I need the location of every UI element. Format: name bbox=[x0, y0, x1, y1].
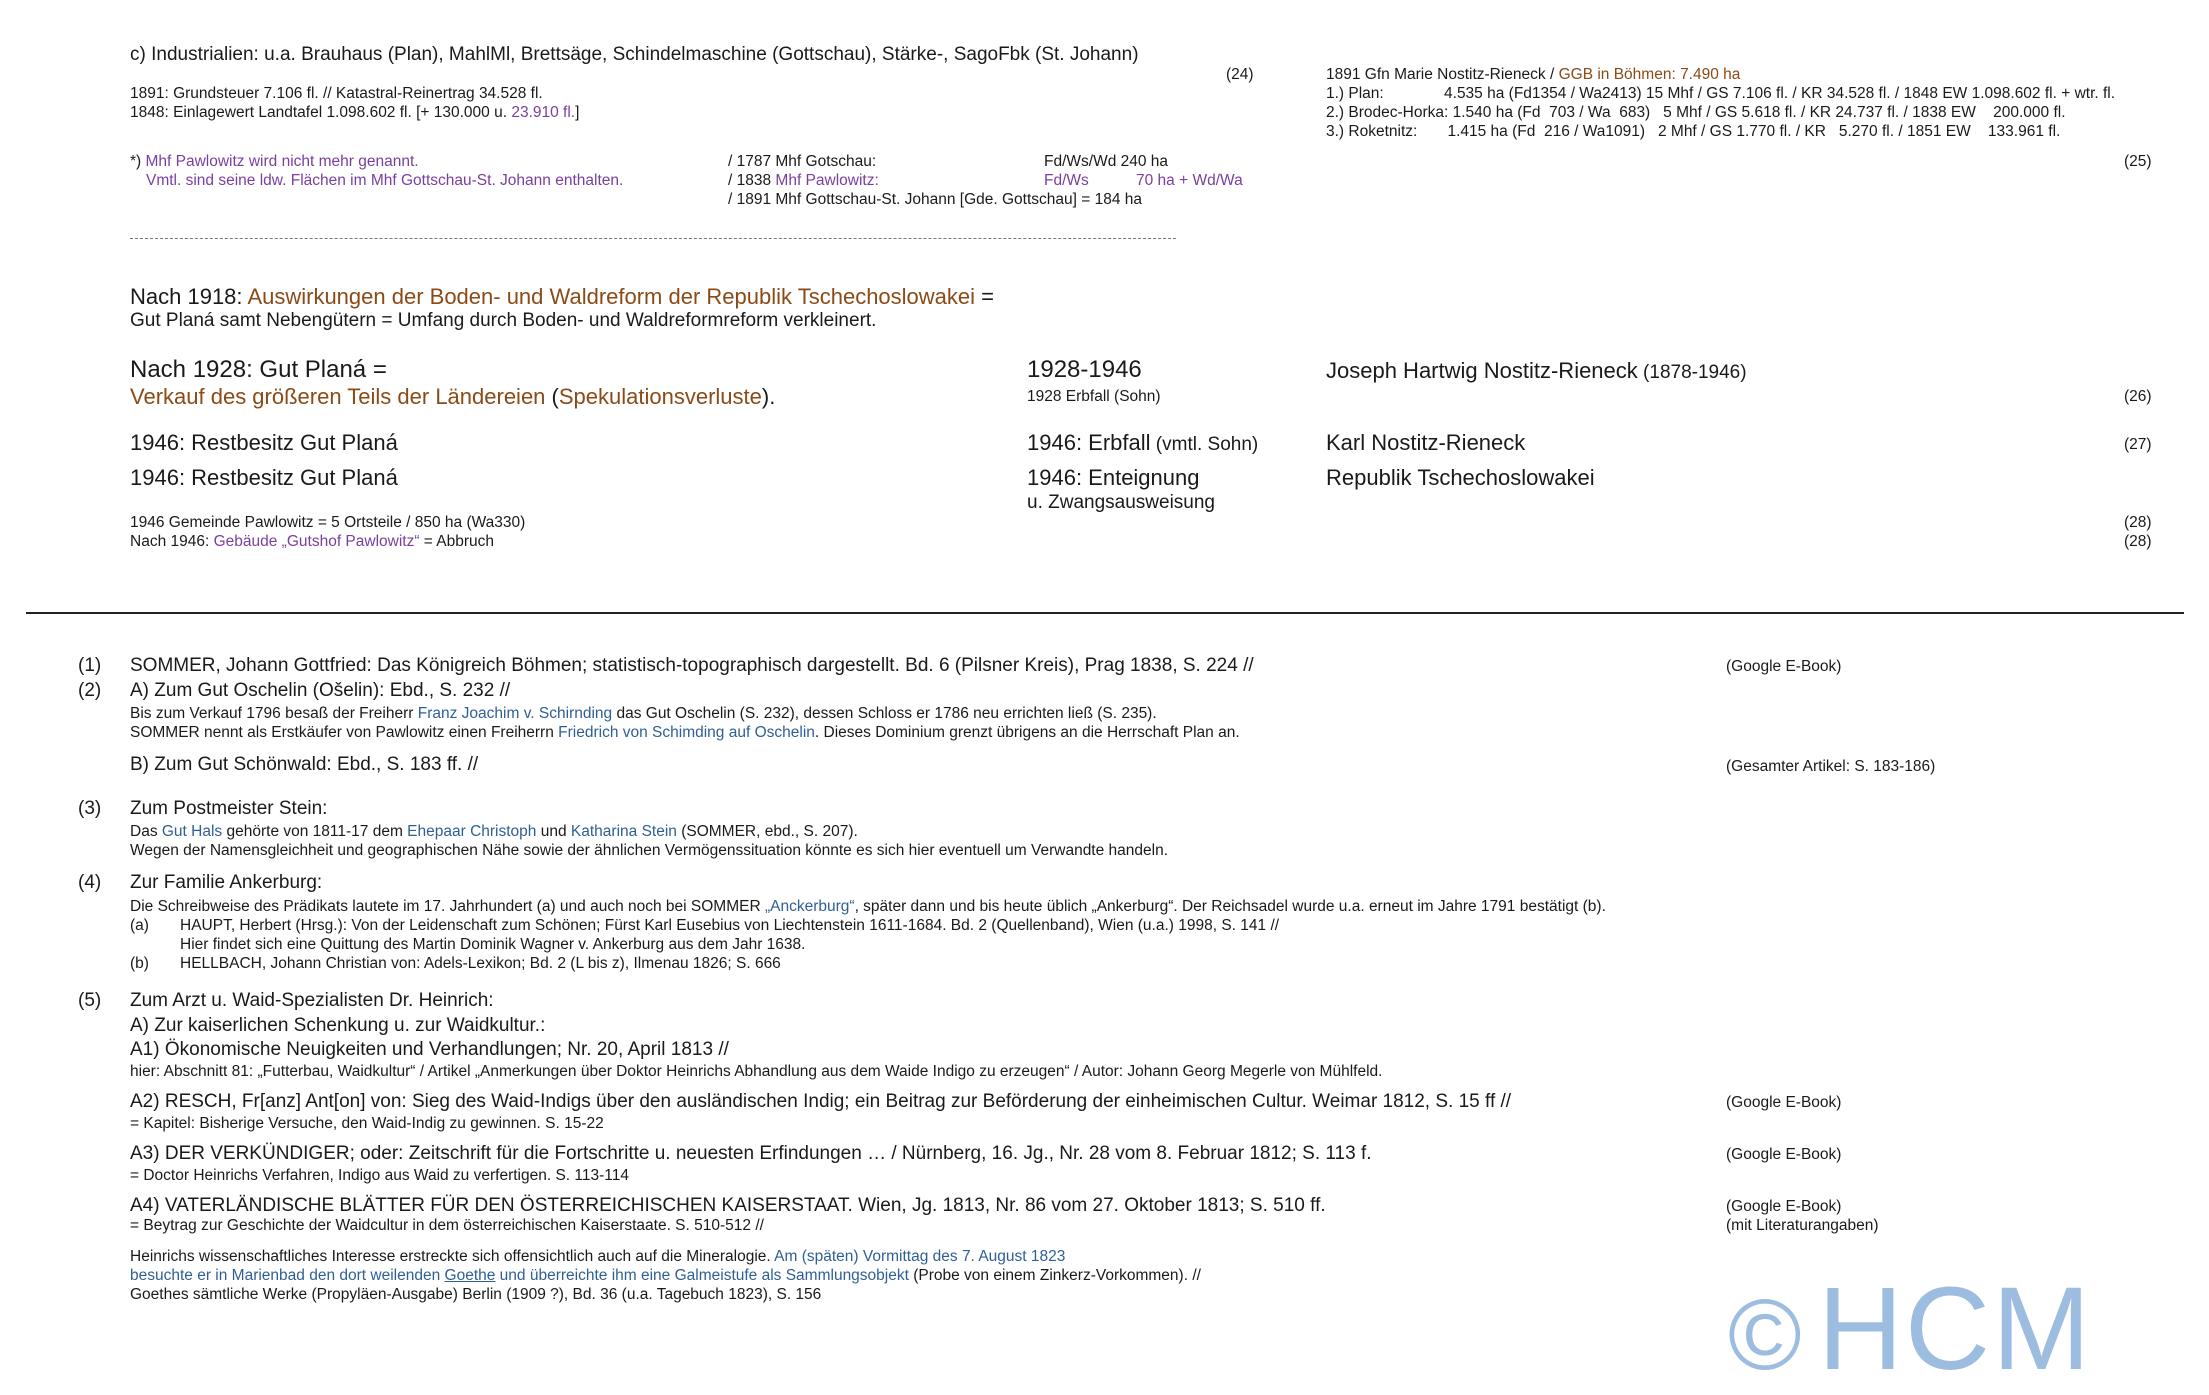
owner-name: Joseph Hartwig Nostitz-Rieneck bbox=[1326, 358, 1638, 383]
footnote-ref-24: (24) bbox=[1226, 66, 1254, 83]
after-1918-reform: Auswirkungen der Boden- und Waldreform der Republik Tschechoslowakei bbox=[247, 284, 976, 309]
person-schirnding: Franz Joachim v. Schirnding bbox=[417, 705, 613, 722]
footnote-ref-28b: (28) bbox=[2124, 533, 2152, 550]
plan-line-2: 2.) Brodec-Horka: 1.540 ha (Fd 703 / Wa 683) 5 Mhf / GS 5.618 fl. / KR 24.737 fl. / 1838 EW 200.000 fl. bbox=[1326, 104, 2066, 121]
fn-2-line-1-c: das Gut Oschelin (S. 232), dessen Schloss er 1786 neu errichten ließ (S. 235). bbox=[612, 705, 1157, 722]
asterisk: *) bbox=[130, 153, 146, 170]
fn-4b-text: HELLBACH, Johann Christian von: Adels-Lexikon; Bd. 2 (L bis z), Ilmenau 1826; S. 666 bbox=[180, 955, 781, 972]
pawlowitz-year: / 1838 bbox=[728, 172, 776, 189]
fn-3-g: (SOMMER, ebd., S. 207). bbox=[676, 823, 858, 840]
zwangsausweisung: u. Zwangsausweisung bbox=[1027, 492, 1215, 513]
fn-2-line-2-c: . Dieses Dominium grenzt übrigens an die Herrschaft Plan an. bbox=[814, 724, 1240, 741]
enteignung-1946: 1946: Enteignung bbox=[1027, 465, 1200, 490]
fn-5-a2-note: = Kapitel: Bisherige Versuche, den Waid-Indig zu gewinnen. S. 15-22 bbox=[130, 1115, 604, 1132]
owner-joseph bbox=[1326, 358, 1747, 384]
restbesitz-2: 1946: Restbesitz Gut Planá bbox=[130, 465, 398, 490]
pawlowitz-1838 bbox=[728, 172, 879, 190]
gfn-ggb: GGB in Böhmen: 7.490 ha bbox=[1558, 66, 1741, 83]
fn-4b-tag: (b) bbox=[130, 955, 149, 972]
fn-2b-title: B) Zum Gut Schönwald: Ebd., S. 183 ff. // bbox=[130, 754, 479, 775]
pawlowitz-1838-value-b: 70 ha + Wd/Wa bbox=[1136, 172, 1243, 189]
fn-2-line-2-a: SOMMER nennt als Erstkäufer von Pawlowitz einen Freiherrn bbox=[130, 724, 559, 741]
einlagewert-close: ] bbox=[575, 104, 580, 121]
grundsteuer-line: 1891: Grundsteuer 7.106 fl. // Katastral-Reinertrag 34.528 fl. bbox=[130, 85, 543, 102]
gottschau-1891: / 1891 Mhf Gottschau-St. Johann [Gde. Gottschau] = 184 ha bbox=[728, 191, 1143, 208]
fn-4a-text-2: Hier findet sich eine Quittung des Martin Dominik Wagner v. Ankerburg aus dem Jahr 1638. bbox=[180, 936, 806, 953]
fn-4-line-1 bbox=[130, 898, 1606, 916]
fn-5-a3-source: (Google E-Book) bbox=[1726, 1146, 1842, 1163]
copyright-icon: © bbox=[1728, 1279, 1804, 1391]
fn-5-a4-source: (Google E-Book) bbox=[1726, 1198, 1842, 1215]
footnote-ref-26: (26) bbox=[2124, 388, 2152, 405]
gotschau-1787: / 1787 Mhf Gotschau: bbox=[728, 153, 877, 170]
einlagewert-line bbox=[130, 104, 579, 122]
abbruch-text: = Abbruch bbox=[419, 533, 495, 550]
erbfall-1946 bbox=[1027, 430, 1258, 456]
gotschau-1787-value: Fd/Ws/Wd 240 ha bbox=[1044, 153, 1169, 170]
fn-5-para-3: Goethes sämtliche Werke (Propyläen-Ausgabe) Berlin (1909 ?), Bd. 36 (u.a. Tagebuch 1823), S. 156 bbox=[130, 1286, 822, 1303]
fn-4a-tag: (a) bbox=[130, 917, 149, 934]
fn-3-a: Das bbox=[130, 823, 162, 840]
years-1928-1946: 1928-1946 bbox=[1027, 356, 1142, 383]
fn-num-4: (4) bbox=[78, 872, 102, 893]
anckerburg: „Anckerburg“ bbox=[764, 898, 855, 915]
gemeinde-pawlowitz: 1946 Gemeinde Pawlowitz = 5 Ortsteile / 850 ha (Wa330) bbox=[130, 514, 526, 531]
fn-5-p2-d: (Probe von einem Zinkerz-Vorkommen). // bbox=[908, 1267, 1201, 1284]
fn-2-line-1-a: Bis zum Verkauf 1796 besaß der Freiherr bbox=[130, 705, 418, 722]
paren-close: ). bbox=[761, 384, 776, 409]
fn-5-a2: A2) RESCH, Fr[anz] Ant[on] von: Sieg des Waid-Indigs über den ausländischen Indig; ein Beitrag zur Beförderung der einheimischen Cultur. Weimar 1812, S. 15 ff // bbox=[130, 1091, 1512, 1112]
verkauf-text: Verkauf des größeren Teils der Ländereien bbox=[130, 384, 546, 409]
goethe-link[interactable]: Goethe bbox=[444, 1267, 496, 1284]
fn-4-a: Die Schreibweise des Prädikats lautete im 17. Jahrhundert (a) und auch noch bei SOMMER bbox=[130, 898, 765, 915]
fn-3-e: und bbox=[536, 823, 571, 840]
plan-line-3: 3.) Roketnitz: 1.415 ha (Fd 216 / Wa1091) 2 Mhf / GS 1.770 fl. / KR 5.270 fl. / 1851 EW 133.961 fl. bbox=[1326, 123, 2061, 140]
mhf-note-1 bbox=[130, 153, 419, 171]
fn-5-p2-c: und überreichte ihm eine Galmeistufe als Sammlungsobjekt bbox=[495, 1267, 909, 1284]
fn-5-a3: A3) DER VERKÜNDIGER; oder: Zeitschrift für die Fortschritte u. neuesten Erfindungen … / Nürnberg, 16. Jg., Nr. 28 vom 8. Februar 1812; S. 113 f. bbox=[130, 1143, 1372, 1164]
fn-5-a2-source: (Google E-Book) bbox=[1726, 1094, 1842, 1111]
fn-2-line-1 bbox=[130, 705, 1157, 723]
after-1918-title bbox=[130, 284, 994, 309]
fn-2-line-2 bbox=[130, 724, 1240, 742]
fn-4-title: Zur Familie Ankerburg: bbox=[130, 872, 323, 893]
einlagewert-text: 1848: Einlagewert Landtafel 1.098.602 fl. [+ 130.000 u. bbox=[130, 104, 512, 121]
fn-4a-text: HAUPT, Herbert (Hrsg.): Von der Leidenschaft zum Schönen; Fürst Karl Eusebius von Liechtenstein 1611-1684. Bd. 2 (Quellenband), Wien (u.a.) 1998, S. 141 // bbox=[180, 917, 1280, 934]
after-1918-equals: = bbox=[975, 284, 995, 309]
fn-5-para-2 bbox=[130, 1267, 1201, 1285]
fn-5-date: Am (späten) Vormittag des 7. August 1823 bbox=[774, 1248, 1066, 1265]
fn-num-2: (2) bbox=[78, 680, 102, 701]
fn-5-a4-note: = Beytrag zur Geschichte der Waidcultur in dem österreichischen Kaiserstaate. S. 510-512 // bbox=[130, 1217, 764, 1234]
watermark-text: HCM bbox=[1817, 1263, 2093, 1395]
copyright-watermark bbox=[1728, 1263, 2093, 1395]
gut-hals: Gut Hals bbox=[161, 823, 223, 840]
footnote-ref-27: (27) bbox=[2124, 436, 2152, 453]
abbruch-year: Nach 1946: bbox=[130, 533, 214, 550]
after-1928-sub bbox=[130, 384, 775, 409]
person-katharina: Katharina Stein bbox=[570, 823, 677, 840]
fn-3-title: Zum Postmeister Stein: bbox=[130, 798, 328, 819]
fn-5-a1-note: hier: Abschnitt 81: „Futterbau, Waidkultur“ / Artikel „Anmerkungen über Doktor Heinrichs Abhandlung aus dem Waide Indigo zu erzeugen“ / Autor: Johann Georg Megerle von Mühlfeld. bbox=[130, 1063, 1383, 1080]
fn-5-title: Zum Arzt u. Waid-Spezialisten Dr. Heinrich: bbox=[130, 990, 494, 1011]
gutshof-building: Gebäude „Gutshof Pawlowitz“ bbox=[213, 533, 420, 550]
fn-5-a4-source-2: (mit Literaturangaben) bbox=[1726, 1217, 1879, 1234]
owner-republik: Republik Tschechoslowakei bbox=[1326, 465, 1595, 490]
erbfall-label: 1946: Erbfall bbox=[1027, 430, 1151, 455]
abbruch-line bbox=[130, 533, 494, 551]
person-schimding: Friedrich von Schimding auf Oschelin bbox=[558, 724, 815, 741]
after-1918-sub: Gut Planá samt Nebengütern = Umfang durch Boden- und Waldreformreform verkleinert. bbox=[130, 310, 877, 331]
fn-5-p1-a: Heinrichs wissenschaftliches Interesse erstreckte sich offensichtlich auch auf die Mineralogie. bbox=[130, 1248, 775, 1265]
fn-num-3: (3) bbox=[78, 798, 102, 819]
industrialien-line: c) Industrialien: u.a. Brauhaus (Plan), MahlMl, Brettsäge, Schindelmaschine (Gottschau), Stärke-, SagoFbk (St. Johann) bbox=[130, 44, 1139, 65]
gfn-text: 1891 Gfn Marie Nostitz-Rieneck / bbox=[1326, 66, 1559, 83]
fn-5-a3-note: = Doctor Heinrichs Verfahren, Indigo aus Waid zu verfertigen. S. 113-114 bbox=[130, 1167, 629, 1184]
footnote-ref-28a: (28) bbox=[2124, 514, 2152, 531]
fn-1-text: SOMMER, Johann Gottfried: Das Königreich Böhmen; statistisch-topographisch dargestellt. Bd. 6 (Pilsner Kreis), Prag 1838, S. 224 // bbox=[130, 655, 1254, 676]
fn-num-1: (1) bbox=[78, 655, 102, 676]
fn-5-a4: A4) VATERLÄNDISCHE BLÄTTER FÜR DEN ÖSTERREICHISCHEN KAISERSTAAT. Wien, Jg. 1813, Nr. 86 vom 27. Oktober 1813; S. 510 ff. bbox=[130, 1195, 1326, 1216]
erbfall-note: (vmtl. Sohn) bbox=[1150, 434, 1259, 455]
plan-line-1: 1.) Plan: 4.535 ha (Fd1354 / Wa2413) 15 Mhf / GS 7.106 fl. / KR 34.528 fl. / 1848 EW 1.098.602 fl. + wtr. fl. bbox=[1326, 85, 2116, 102]
dashed-separator bbox=[130, 238, 1176, 239]
erbfall-1928: 1928 Erbfall (Sohn) bbox=[1027, 388, 1161, 405]
fn-5-a: A) Zur kaiserlichen Schenkung u. zur Waidkultur.: bbox=[130, 1015, 546, 1036]
owner-years: (1878-1946) bbox=[1637, 362, 1747, 383]
pawlowitz-label: Mhf Pawlowitz: bbox=[775, 172, 879, 189]
fn-3-c: gehörte von 1811-17 dem bbox=[222, 823, 408, 840]
einlagewert-amount: 23.910 fl. bbox=[511, 104, 576, 121]
pawlowitz-1838-value-a: Fd/Ws bbox=[1044, 172, 1089, 189]
restbesitz-1: 1946: Restbesitz Gut Planá bbox=[130, 430, 398, 455]
after-1918-label: Nach 1918: bbox=[130, 284, 248, 309]
fn-2b-source: (Gesamter Artikel: S. 183-186) bbox=[1726, 758, 1936, 775]
mhf-note-text: Mhf Pawlowitz wird nicht mehr genannt. bbox=[145, 153, 419, 170]
footnote-ref-25: (25) bbox=[2124, 153, 2152, 170]
after-1928-title: Nach 1928: Gut Planá = bbox=[130, 356, 387, 383]
paren-open: ( bbox=[545, 384, 559, 409]
owner-karl: Karl Nostitz-Rieneck bbox=[1326, 430, 1526, 455]
fn-3-line-2: Wegen der Namensgleichheit und geographischen Nähe sowie der ähnlichen Vermögenssituation könnte es sich hier eventuell um Verwandte handeln. bbox=[130, 842, 1169, 859]
person-christoph: Ehepaar Christoph bbox=[407, 823, 537, 840]
fn-2-title: A) Zum Gut Oschelin (Ošelin): Ebd., S. 232 // bbox=[130, 680, 511, 701]
gfn-line bbox=[1326, 66, 1740, 84]
spekulationsverluste: Spekulationsverluste bbox=[558, 384, 762, 409]
fn-1-source: (Google E-Book) bbox=[1726, 658, 1842, 675]
mhf-note-2: Vmtl. sind seine ldw. Flächen im Mhf Gottschau-St. Johann enthalten. bbox=[146, 172, 624, 189]
fn-5-a1: A1) Ökonomische Neuigkeiten und Verhandlungen; Nr. 20, April 1813 // bbox=[130, 1039, 729, 1060]
fn-num-5: (5) bbox=[78, 990, 102, 1011]
fn-4-c: , später dann und bis heute üblich „Ankerburg“. Der Reichsadel wurde u.a. erneut im Jahre 1791 bestätigt (b). bbox=[854, 898, 1606, 915]
footnotes-separator bbox=[26, 612, 2184, 614]
fn-5-p2-a: besuchte er in Marienbad den dort weilenden bbox=[130, 1267, 445, 1284]
fn-3-line-1 bbox=[130, 823, 858, 841]
fn-5-para-1 bbox=[130, 1248, 1065, 1266]
